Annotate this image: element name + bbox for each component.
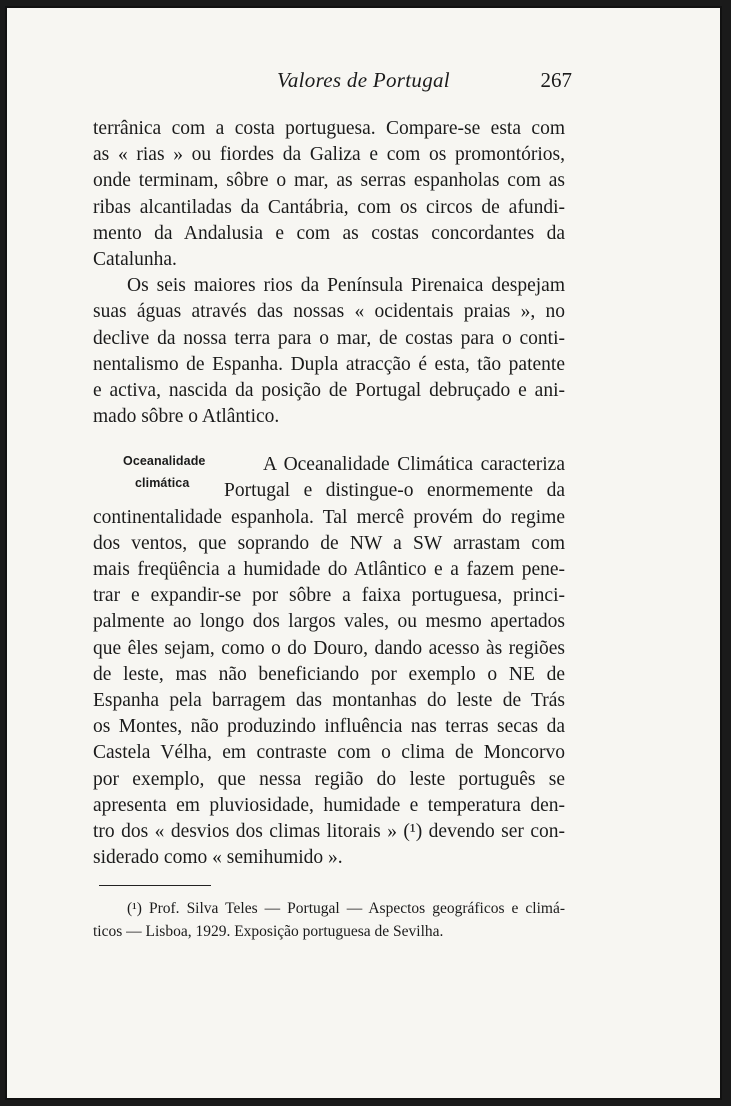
- footnote-rule: [99, 885, 211, 886]
- text-line: os Montes, não produzindo influência nas terras secas da: [93, 716, 565, 738]
- text-line: Catalunha.: [93, 248, 177, 270]
- sidenote-row-2: [93, 478, 565, 504]
- text-line: suas águas através das nossas « ocidentais praias », no: [93, 301, 565, 323]
- running-title: Valores de Portugal: [277, 68, 450, 92]
- text-line: as « rias » ou fiordes da Galiza e com os promontórios,: [93, 144, 565, 166]
- text-line: trar e expandir-se por sôbre a faixa portuguesa, princi-: [93, 585, 565, 607]
- footnote-line: (¹) Prof. Silva Teles — Portugal — Aspectos geográficos e climá-: [127, 900, 565, 917]
- text-line: nentalismo de Espanha. Dupla atracção é esta, tão patente: [93, 353, 565, 375]
- text-line: mado sôbre o Atlântico.: [93, 406, 280, 428]
- sidenote-heading-line2: climática: [135, 476, 190, 491]
- text-line: Espanha pela barragem das montanhas do leste de Trás: [93, 689, 565, 711]
- text-line: palmente ao longo dos largos vales, ou mesmo apertados: [93, 611, 565, 633]
- text-line: siderado como « semihumido ».: [93, 847, 343, 869]
- text-line: mais freqüência a humidade do Atlântico e a fazem pene-: [93, 559, 565, 580]
- text-line: Castela Vélha, em contraste com o clima de Moncorvo: [93, 742, 565, 764]
- paragraph-3: [93, 452, 565, 871]
- text-line: apresenta em pluviosidade, humidade e temperatura den-: [93, 794, 565, 816]
- footnote-line: ticos — Lisboa, 1929. Exposição portuguesa de Sevilha.: [93, 923, 444, 940]
- text-line: dos ventos, que soprando de NW a SW arrastam com: [93, 532, 565, 554]
- text-line: Portugal e distingue-o enormemente da: [224, 480, 565, 502]
- text-line: e activa, nascida da posição de Portugal debruçado e ani-: [93, 379, 565, 401]
- paragraph-1: [93, 116, 565, 273]
- main-text: [93, 116, 565, 871]
- text-line: ribas alcantiladas da Cantábria, com os circos de afundi-: [93, 196, 565, 218]
- text-line: Os seis maiores rios da Península Pirenaica despejam: [127, 275, 565, 297]
- text-line: tro dos « desvios dos climas litorais » (¹) devendo ser con-: [93, 820, 565, 842]
- book-page: [5, 6, 722, 1100]
- sidenote-row-1: [93, 452, 565, 478]
- footnotes: [93, 897, 565, 943]
- text-line: terrânica com a costa portuguesa. Compare-se esta com: [93, 118, 565, 139]
- text-line: mento da Andalusia e com as costas concordantes da: [93, 222, 565, 244]
- text-line: A Oceanalidade Climática caracteriza: [263, 454, 565, 476]
- text-line: continentalidade espanhola. Tal mercê provém do regime: [93, 506, 565, 528]
- paragraph-2: [93, 273, 565, 430]
- text-line: que êles sejam, como o do Douro, dando acesso às regiões: [93, 637, 565, 659]
- page-number: 267: [540, 68, 572, 92]
- text-line: onde terminam, sôbre o mar, as serras espanholas com as: [93, 170, 565, 192]
- text-line: declive da nossa terra para o mar, de costas para o conti-: [93, 327, 565, 349]
- text-line: de leste, mas não beneficiando por exemplo o NE de: [93, 663, 565, 685]
- sidenote-heading-line1: Oceanalidade: [123, 454, 206, 469]
- text-line: por exemplo, que nessa região do leste português se: [93, 768, 565, 790]
- running-head: [7, 68, 720, 98]
